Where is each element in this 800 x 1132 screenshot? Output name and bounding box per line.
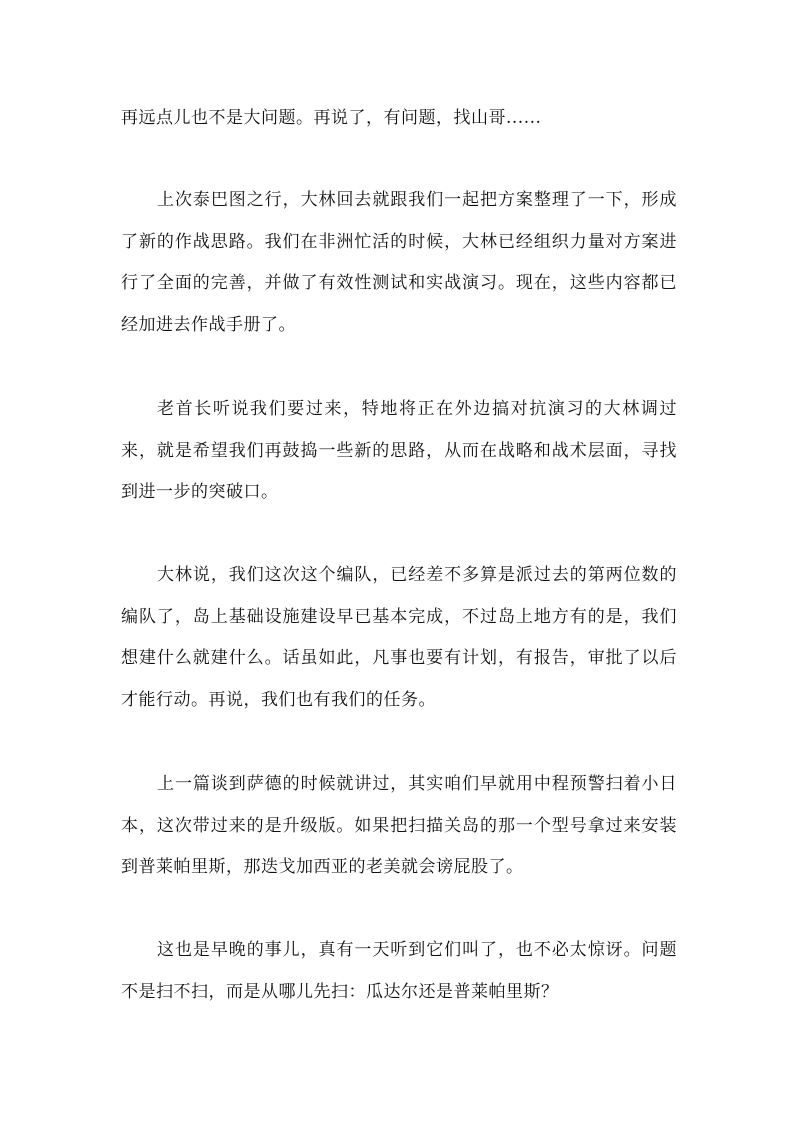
paragraph-continuation: 再远点儿也不是大问题。再说了，有问题，找山哥...... (121, 108, 542, 128)
paragraph: 老首长听说我们要过来，特地将正在外边搞对抗演习的大林调过来，就是希望我们再鼓捣一些新的思路，从而在战略和战术层面，寻找到进一步的突破口。 (121, 399, 677, 502)
paragraph: 上次泰巴图之行，大林回去就跟我们一起把方案整理了一下，形成了新的作战思路。我们在非洲忙活的时候，大林已经组织力量对方案进行了全面的完善，并做了有效性测试和实战演习。现在，这些内容都已经加进去作战手册了。 (121, 190, 677, 335)
paragraph: 大林说，我们这次这个编队，已经差不多算是派过去的第两位数的编队了，岛上基础设施建设早已基本完成，不过岛上地方有的是，我们想建什么就建什么。话虽如此，凡事也要有计划，有报告，审批了以后才能行动。再说，我们也有我们的任务。 (121, 565, 677, 710)
paragraph: 这也是早晚的事儿，真有一天听到它们叫了，也不必太惊讶。问题不是扫不扫，而是从哪儿先扫：瓜达尔还是普莱帕里斯？ (121, 940, 677, 1002)
paragraph: 上一篇谈到萨德的时候就讲过，其实咱们早就用中程预警扫着小日本，这次带过来的是升级版。如果把扫描关岛的那一个型号拿过来安装到普莱帕里斯，那迭戈加西亚的老美就会谤屁股了。 (121, 774, 677, 877)
